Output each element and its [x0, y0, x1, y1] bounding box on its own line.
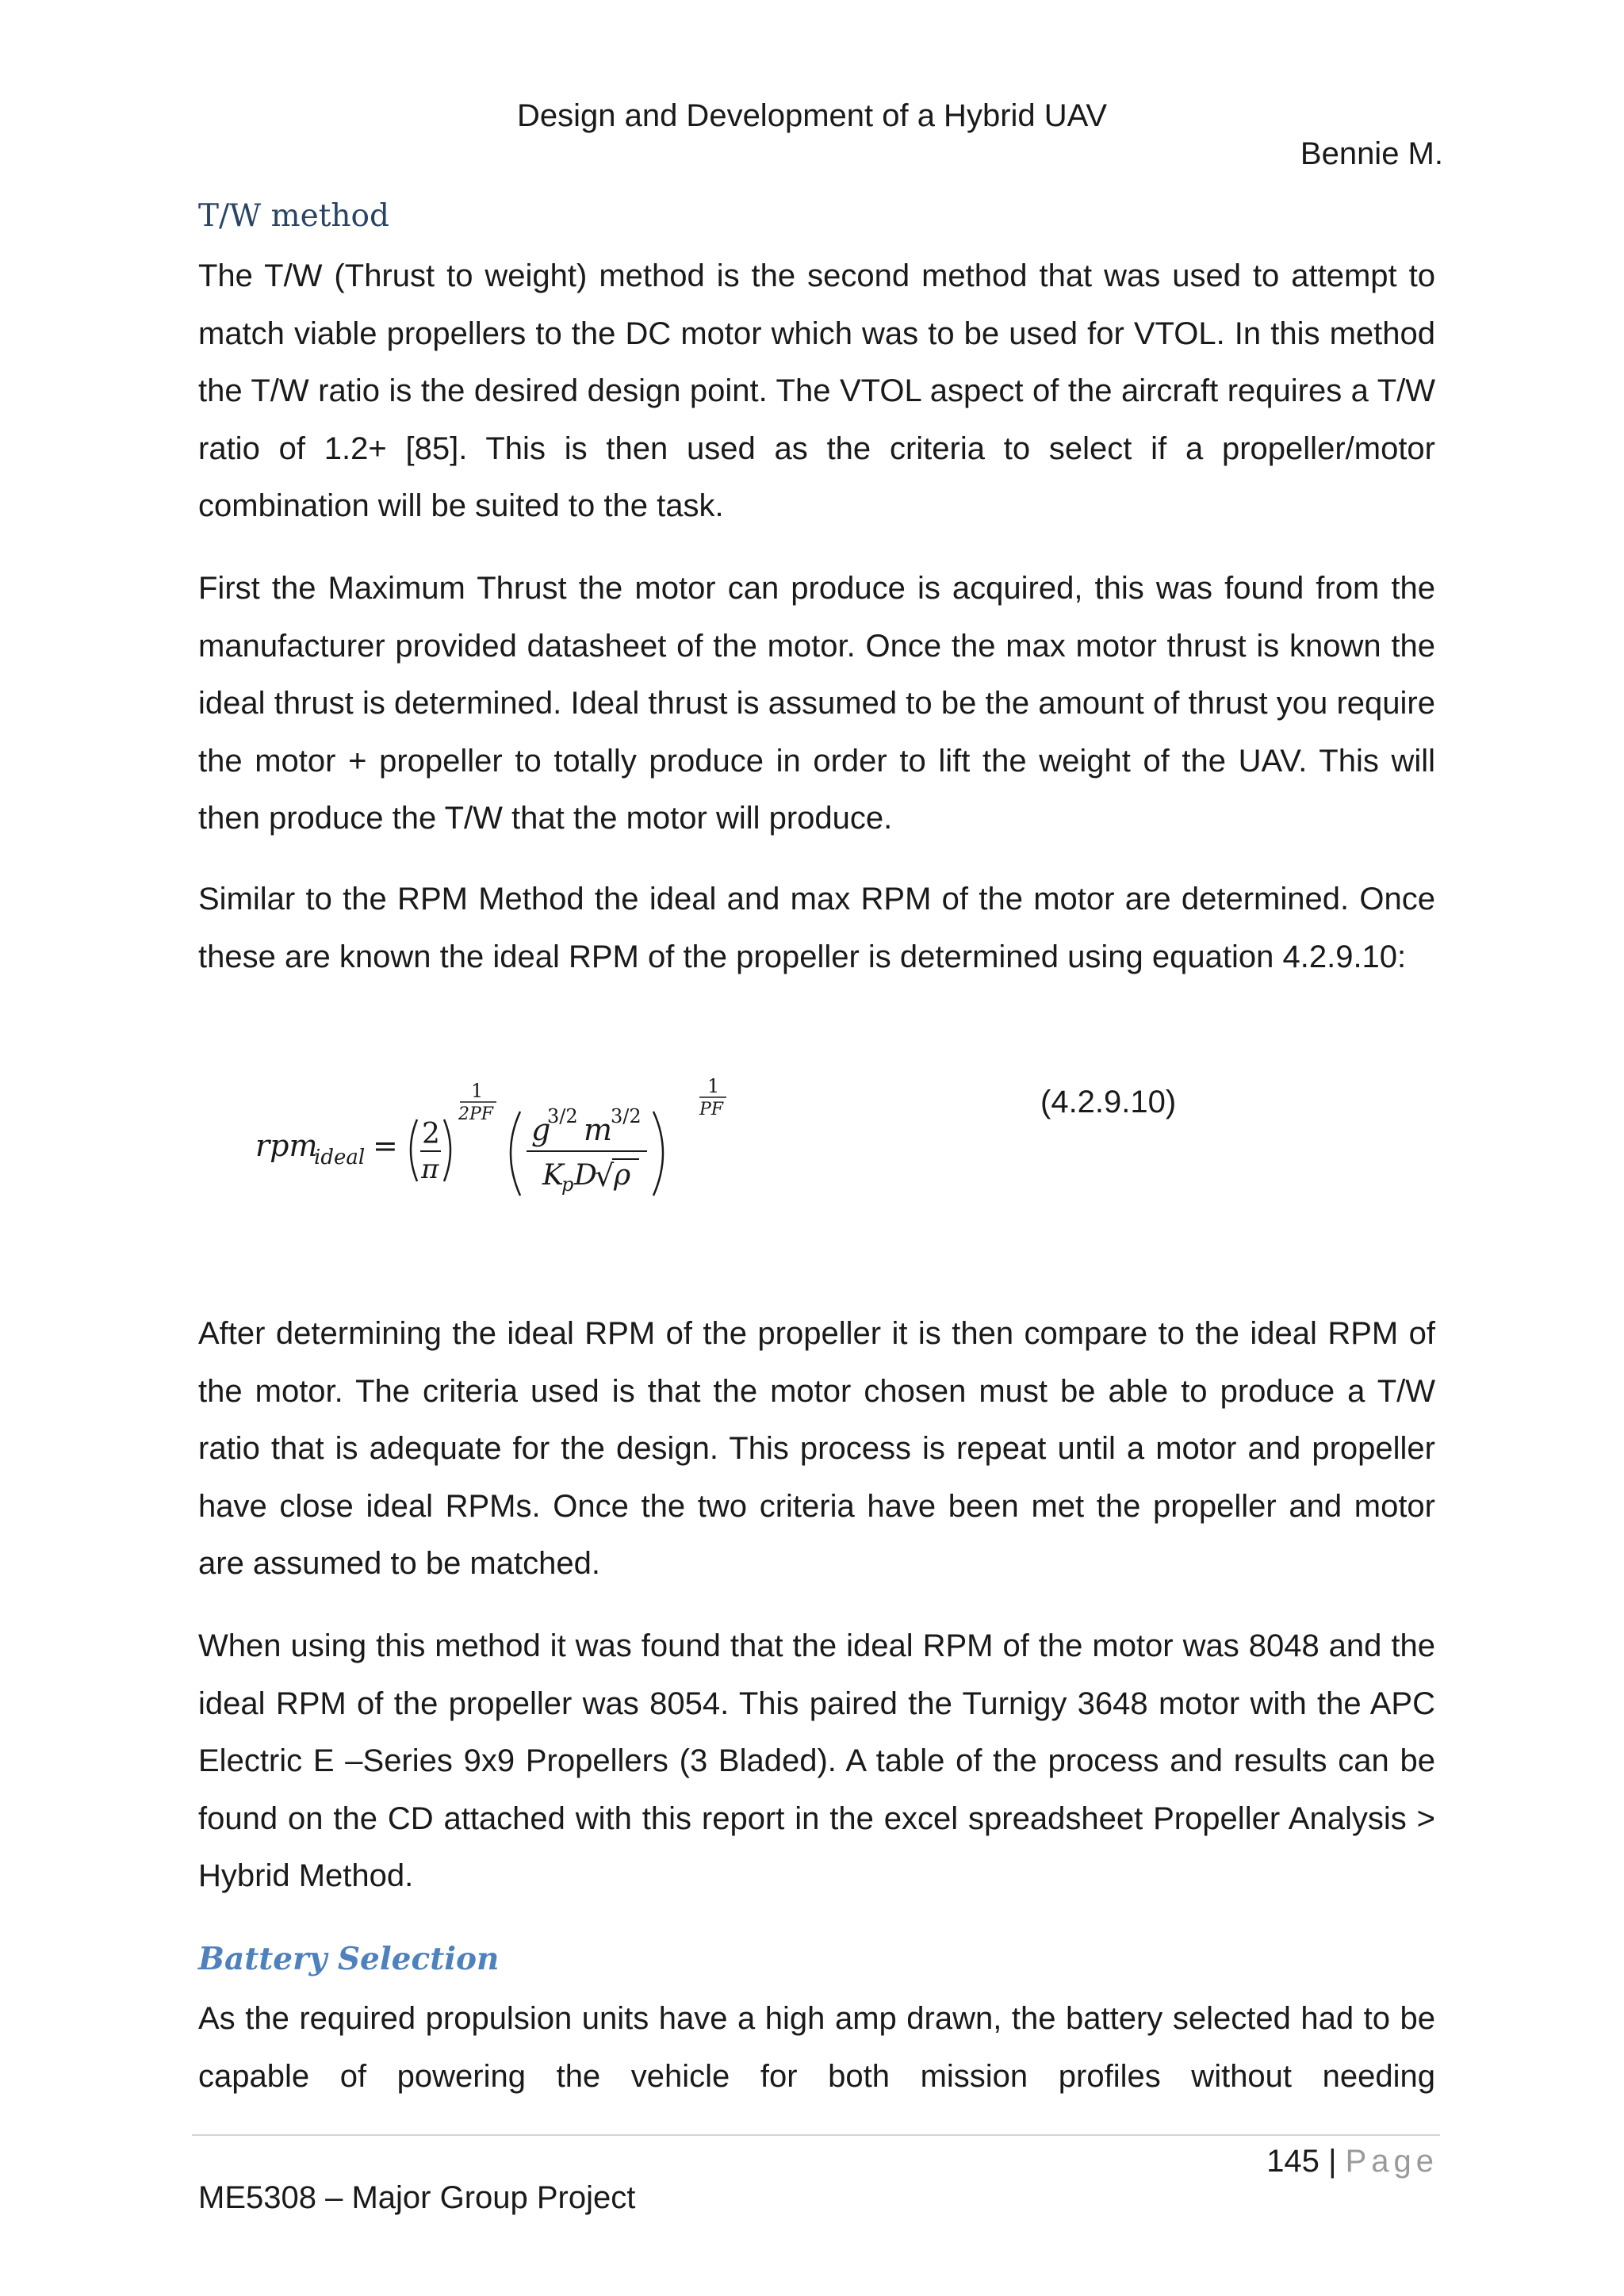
paragraph-rpm-method: Similar to the RPM Method the ideal and max RPM of the motor are determined. Once these are known the ideal RPM of the propeller is determined using equation 4.2.9.10:	[198, 882, 1435, 974]
running-header-author: Bennie M.	[1300, 136, 1443, 171]
eq-exp1-den: 2PF	[458, 1104, 494, 1124]
eq-paren-left-2	[511, 1112, 520, 1196]
eq-lhs: rpm	[255, 1128, 318, 1163]
eq-exp2-den: PF	[699, 1100, 724, 1119]
eq-paren-right-1	[444, 1119, 450, 1181]
paragraph-max-thrust: First the Maximum Thrust the motor can produce is acquired, this was found from the manufacturer provided datasheet of the motor. Once the max motor thrust is known the ideal thrust is determined. Ideal thrust is assumed to be the amount of thrust you require the motor + propeller to totally produce in order to lift the weight of the UAV. This will then produce the T/W that the motor will produce.	[198, 571, 1435, 836]
eq-kp: K	[542, 1159, 564, 1192]
eq-lhs-sub: ideal	[314, 1146, 366, 1169]
page-number	[1266, 2141, 1438, 2182]
eq-paren-right-2	[653, 1112, 663, 1196]
eq-den1: π	[421, 1154, 439, 1185]
equation-number: (4.2.9.10)	[1040, 1085, 1177, 1119]
eq-paren-left-1	[411, 1119, 417, 1181]
paragraph-results: When using this method it was found that the ideal RPM of the motor was 8048 and the ideal RPM of the propeller was 8054. This paired the Turnigy 3648 motor with the APC Electric E –Series 9x9 Propellers (3 Bladed). A table of the process and results can be found on the CD attached with this report in the excel spreadsheet Propeller Analysis > Hybrid Method.	[198, 1628, 1435, 1893]
section-heading-tw-method: T/W method	[198, 198, 389, 234]
eq-exp1-num: 1	[471, 1080, 484, 1102]
eq-m: m	[584, 1112, 613, 1147]
page-number-separator: |	[1328, 2144, 1337, 2179]
eq-num1: 2	[422, 1118, 440, 1150]
eq-kp-sub: p	[561, 1173, 574, 1196]
paragraph-tw-intro: The T/W (Thrust to weight) method is the second method that was used to attempt to match viable propellers to the DC motor which was to be used for VTOL. In this method the T/W ratio is the desired design point. The VTOL aspect of the aircraft requires a T/W ratio of 1.2+ [85]. This is then used as the criteria to select if a propeller/motor combination will be suited to the task.	[198, 258, 1435, 523]
page-word: Page	[1345, 2144, 1438, 2179]
footer-divider	[192, 2134, 1440, 2136]
paragraph-battery: As the required propulsion units have a high amp drawn, the battery selected had to be capable of powering the vehicle for both mission profiles without needing	[198, 2001, 1435, 2094]
equation-rpm-ideal	[246, 1070, 753, 1221]
eq-d: D	[574, 1159, 597, 1192]
eq-g-power: 3/2	[547, 1105, 578, 1127]
eq-g: g	[531, 1112, 551, 1147]
running-header-title: Design and Development of a Hybrid UAV	[516, 98, 1108, 133]
eq-equals: =	[373, 1128, 398, 1163]
eq-sqrt: √	[595, 1158, 615, 1193]
footer-course: ME5308 – Major Group Project	[198, 2180, 636, 2215]
eq-m-power: 3/2	[611, 1105, 642, 1127]
section-heading-battery-selection: Battery Selection	[198, 1941, 500, 1977]
page-number-value: 145	[1266, 2144, 1320, 2179]
eq-exp2-num: 1	[707, 1075, 720, 1097]
eq-rho: ρ	[614, 1159, 631, 1192]
paragraph-compare-rpm: After determining the ideal RPM of the propeller it is then compare to the ideal RPM of the motor. The criteria used is that the motor chosen must be able to produce a T/W ratio that is adequate for the design. This process is repeat until a motor and propeller have close ideal RPMs. Once the two criteria have been met the propeller and motor are assumed to be matched.	[198, 1316, 1435, 1581]
